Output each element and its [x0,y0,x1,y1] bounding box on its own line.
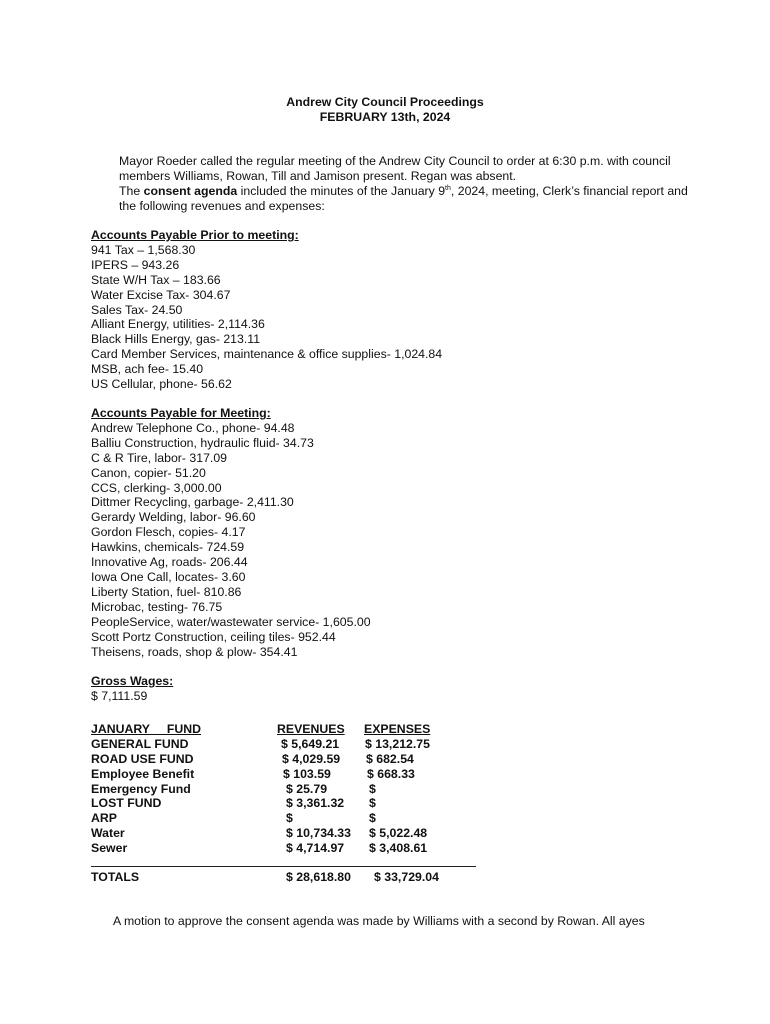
intro-paragraph [91,154,691,214]
list-item: Gerardy Welding, labor- 96.60 [91,510,256,525]
fund-revenue: $ 25.79 [286,781,328,796]
fund-revenue: $ 5,649.21 [281,736,340,751]
consent-agenda-bold: consent agenda [143,184,238,198]
motion-text: A motion to approve the consent agenda was made by Williams with a second by Rowan. All ayes [113,914,645,928]
list-item: Hawkins, chemicals- 724.59 [91,540,245,555]
consent-agenda-text [91,184,691,214]
fund-revenue: $ 10,734.33 [286,826,351,841]
list-item: Water Excise Tax- 304.67 [91,287,231,302]
list-item: Iowa One Call, locates- 3.60 [91,569,246,584]
fund-name: ROAD USE FUND [91,751,194,766]
fund-name: Emergency Fund [91,781,191,796]
table-row [91,841,481,856]
fund-table-header [91,722,481,737]
list-item: Dittmer Recycling, garbage- 2,411.30 [91,495,294,510]
table-row [91,752,481,767]
prior-payables-list [91,243,442,392]
list-item: State W/H Tax – 183.66 [91,272,221,287]
list-item: Theisens, roads, shop & plow- 354.41 [91,644,298,659]
fund-name: GENERAL FUND [91,736,189,751]
meeting-payables-section [91,406,371,659]
fund-expense: $ 668.33 [367,766,415,781]
totals-divider [91,866,476,867]
fund-revenue: $ 103.59 [283,766,331,781]
fund-expense: $ 682.54 [366,751,414,766]
fund-column-header: JANUARY FUND [91,722,201,736]
list-item: Innovative Ag, roads- 206.44 [91,555,248,570]
fund-name: Sewer [91,841,128,856]
list-item: Scott Portz Construction, ceiling tiles- 952.44 [91,629,336,644]
totals-label: TOTALS [91,870,140,884]
fund-expense: $ 13,212.75 [365,736,430,751]
list-item: Sales Tax- 24.50 [91,302,183,317]
prior-payables-heading: Accounts Payable Prior to meeting: [91,228,299,242]
gross-wages-section [91,674,173,704]
document-title: Andrew City Council Proceedings [286,95,484,109]
list-item: Liberty Station, fuel- 810.86 [91,584,242,599]
fund-expense: $ 5,022.48 [369,826,428,841]
list-item: IPERS – 943.26 [91,257,180,272]
list-item: Microbac, testing- 76.75 [91,599,223,614]
fund-revenue: $ [286,811,293,826]
list-item: CCS, clerking- 3,000.00 [91,480,222,495]
list-item: Alliant Energy, utilities- 2,114.36 [91,317,265,332]
table-row [91,811,481,826]
call-to-order-text [91,154,691,184]
totals-expense: $ 33,729.04 [374,870,439,884]
expenses-column-header: EXPENSES [364,722,431,736]
list-item: Black Hills Energy, gas- 213.11 [91,332,261,347]
prior-payables-section [91,228,442,392]
consent-suffix: , 2024, meeting, Clerk’s financial report and the following revenues and expenses: [119,184,688,213]
consent-mid: included the minutes of the January 9 [237,184,446,198]
list-item: Andrew Telephone Co., phone- 94.48 [91,420,295,435]
list-item: 941 Tax – 1,568.30 [91,242,196,257]
table-row [91,767,481,782]
revenues-column-header: REVENUES [277,722,345,736]
fund-rows [91,737,481,856]
totals-revenue: $ 28,618.80 [286,870,351,884]
fund-expense: $ [369,796,376,811]
fund-name: Employee Benefit [91,766,195,781]
fund-revenue: $ 4,029.59 [282,751,341,766]
meeting-payables-heading: Accounts Payable for Meeting: [91,406,271,420]
list-item: C & R Tire, labor- 317.09 [91,450,228,465]
gross-wages-heading: Gross Wages: [91,674,174,688]
list-item: PeopleService, water/wastewater service- 1,605.00 [91,614,371,629]
table-row [91,737,481,752]
fund-name: Water [91,826,125,841]
fund-expense: $ [369,811,376,826]
totals-row [91,870,481,885]
fund-revenue: $ 3,361.32 [286,796,345,811]
call-to-order-sentence: Mayor Roeder called the regular meeting of the Andrew City Council to order at 6:30 p.m. with council members Williams, Rowan, Till and Jamison present. Regan was absent. [119,154,671,183]
fund-expense: $ 3,408.61 [369,841,428,856]
fund-revenue: $ 4,714.97 [286,841,345,856]
list-item: Canon, copier- 51.20 [91,465,206,480]
table-row [91,782,481,797]
fund-expense: $ [369,781,376,796]
consent-prefix: The [119,184,144,198]
table-row [91,796,481,811]
meeting-payables-list [91,421,371,660]
list-item: Card Member Services, maintenance & office supplies- 1,024.84 [91,347,443,362]
list-item: Balliu Construction, hydraulic fluid- 34.73 [91,435,314,450]
totals-row-wrap [91,870,481,885]
list-item: Gordon Flesch, copies- 4.17 [91,525,246,540]
fund-summary-table [91,722,481,856]
list-item: MSB, ach fee- 15.40 [91,362,204,377]
fund-name: ARP [91,811,117,826]
table-row [91,826,481,841]
document-date: FEBRUARY 13th, 2024 [319,110,451,124]
list-item: US Cellular, phone- 56.62 [91,377,232,392]
fund-name: LOST FUND [91,796,162,811]
consent-sup: th [445,184,451,192]
gross-wages-value: $ 7,111.59 [91,688,148,703]
